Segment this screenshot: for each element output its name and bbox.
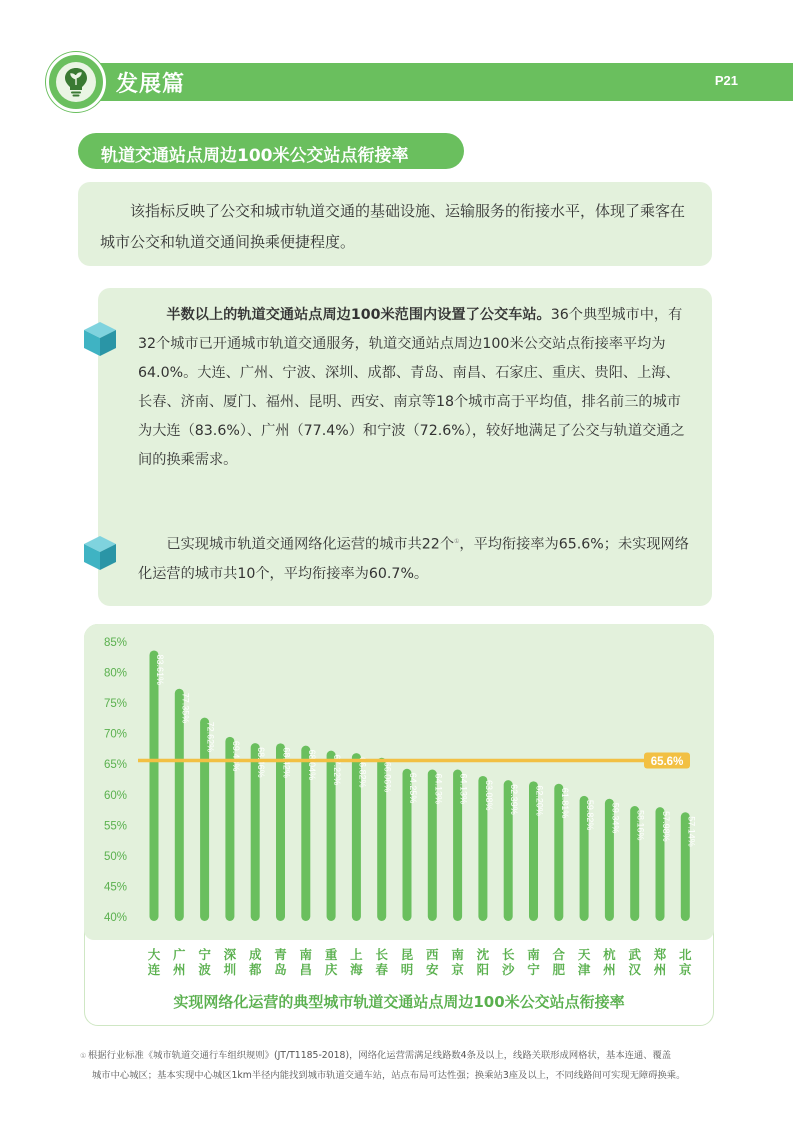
network-text-b: ，平均衔接率为65.6%；未实现网络化运营的城市共10个，平均衔接率为60.7%。 [138,536,689,582]
category-label: 宁 [198,947,211,962]
category-label: 州 [653,962,667,977]
category-label: 深 [223,947,237,962]
bar-value-label: 57.14% [686,816,697,847]
category-label: 圳 [223,962,237,977]
category-label: 海 [350,962,363,977]
bar-value-label: 64.13% [458,773,469,805]
category-label: 上 [350,947,363,962]
average-label: 65.6% [650,756,684,769]
category-label: 沙 [501,962,515,977]
page-title: 发展篇 [116,72,186,97]
footnote-line-2 [80,1066,740,1085]
footnote-line-1 [80,1046,740,1066]
footnote-text-1: 根据行业标准《城市轨道交通行车组织规则》(JT/T1185-2018)，网络化运营需满足线路数4条及以上，线路关联形成网格状，基本连通、覆盖 [88,1050,672,1061]
category-label: 西 [426,947,439,962]
bar-value-label: 68.46% [256,747,267,778]
network-text-a: 已实现城市轨道交通网络化运营的城市共22个 [166,536,455,553]
category-label: 郑 [653,947,667,962]
category-label: 汉 [628,962,641,977]
bar [150,650,159,921]
category-label: 长 [501,947,515,962]
category-label: 州 [173,962,186,977]
category-label: 阳 [476,962,490,977]
bar-value-label: 77.35% [180,692,191,724]
category-label: 庆 [324,962,338,977]
category-label: 安 [426,962,439,977]
category-label: 武 [628,947,641,962]
y-tick-label: 60% [104,789,128,802]
category-label: 明 [400,962,414,977]
category-label: 南 [451,947,464,962]
category-label: 京 [451,962,464,977]
bar-value-label: 83.61% [155,654,165,686]
category-label: 南 [299,947,313,962]
y-tick-label: 85% [104,637,128,649]
category-label: 昌 [299,962,313,977]
y-tick-label: 75% [104,698,128,711]
category-label: 青 [274,947,287,962]
y-tick-label: 55% [104,820,128,833]
y-tick-label: 70% [104,728,128,741]
category-label: 长 [375,947,388,962]
category-label: 重 [324,947,338,962]
y-tick-label: 80% [104,667,128,680]
category-label: 天 [577,947,591,962]
footnote-text-2: 城市中心城区；基本实现中心城区1km半径内能找到城市轨道交通车站，站点布局可达性强；换乘站3座及以上，不同线路间可实现无障碍换乘。 [92,1070,686,1081]
bar-value-label: 59.34% [610,802,621,834]
category-label: 岛 [274,962,287,977]
footnote-marker: ① [454,538,460,545]
intro-text: 该指标反映了公交和城市轨道交通的基础设施、运输服务的衔接水平，体现了乘客在城市公交和轨道交通间换乘便捷程度。 [100,202,686,251]
category-label: 宁 [527,962,540,977]
bar-value-label: 64.25% [408,772,418,804]
category-label: 杭 [603,947,616,962]
bar-value-label: 62.20% [534,785,545,816]
category-label: 沈 [476,947,490,962]
y-tick-label: 50% [104,850,128,863]
bar-value-label: 66.06% [382,761,393,793]
category-label: 成 [248,947,262,962]
category-label: 京 [679,962,692,977]
category-label: 北 [679,947,692,962]
bar-value-label: 59.82% [585,799,596,831]
bar-value-label: 68.42% [281,747,292,778]
y-tick-label: 65% [104,759,128,772]
section-title: 轨道交通站点周边100米公交站点衔接率 [101,146,409,166]
y-tick-label: 45% [104,881,128,894]
footnote [80,1046,740,1085]
footnote-mark: ① [80,1052,87,1060]
category-label: 合 [552,947,566,962]
bar-value-label: 68.04% [306,749,317,781]
bar-value-label: 66.82% [357,757,368,788]
category-label: 都 [248,962,262,977]
chart-title: 实现网络化运营的典型城市轨道交通站点周边100米公交站点衔接率 [173,993,625,1011]
category-label: 大 [147,947,161,962]
bar-value-label: 62.39% [509,784,520,815]
bar [175,689,184,921]
category-label: 南 [527,947,540,962]
category-label: 肥 [552,962,566,977]
category-label: 州 [603,962,616,977]
y-tick-label: 40% [104,912,128,924]
category-label: 津 [577,962,591,977]
page-number: P21 [714,73,738,88]
findings-lead: 半数以上的轨道交通站点周边100米范围内设置了公交车站。 [166,307,551,323]
category-label: 昆 [400,947,414,962]
bar-value-label: 69.48% [230,740,241,772]
bar-value-label: 72.62% [205,721,216,753]
bar-value-label: 57.98% [661,811,671,842]
bar-value-label: 64.13% [433,773,444,805]
category-label: 春 [375,962,388,977]
category-label: 连 [147,962,161,977]
bar-value-label: 61.81% [559,787,570,819]
bar-value-label: 58.16% [635,810,646,841]
bar-value-label: 63.08% [483,779,494,811]
bar-value-label: 67.22% [332,754,343,786]
category-label: 波 [198,962,211,977]
findings-body: 36个典型城市中，有32个城市已开通城市轨道交通服务，轨道交通站点周边100米公交站点衔接率平均为64.0%。大连、广州、宁波、深圳、成都、青岛、南昌、石家庄、重庆、贵阳、上海、长春、济南、厦门、福州、昆明、西安、南京等18个城市高于平均值，排名前三的城市为大连（83.6%）、广州（77.4%）和宁波（72.6%），较好地满足了公交与轨道交通之间的换乘需求。 [138,307,685,468]
category-label: 广 [173,947,186,962]
